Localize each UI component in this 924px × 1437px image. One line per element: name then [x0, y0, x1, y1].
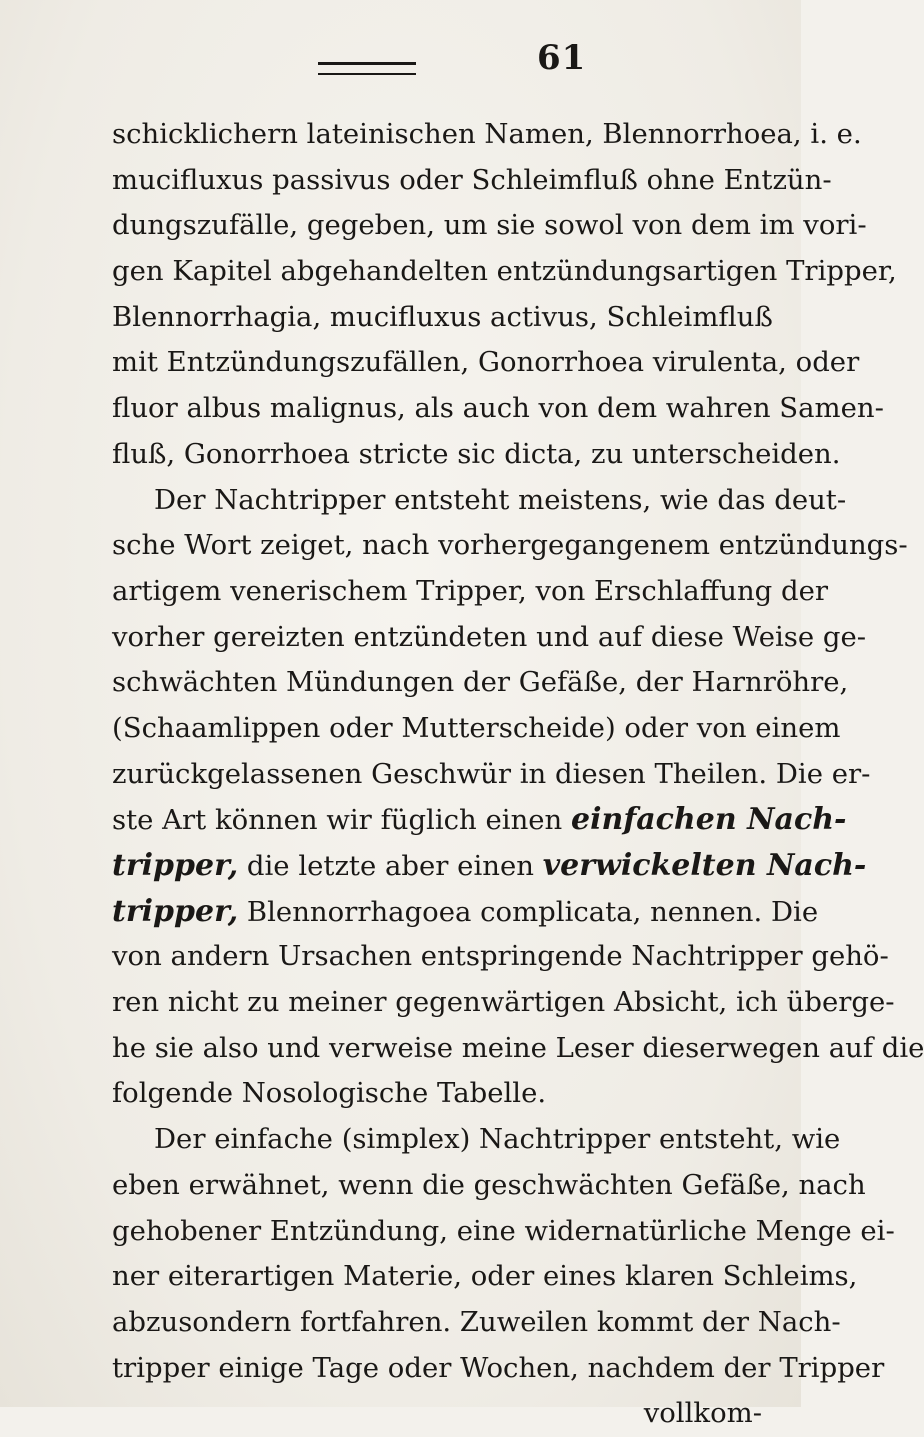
text-line: vorher gereizten entzündeten und auf diese Weise ge- [112, 620, 867, 653]
text-line: folgende Nosologische Tabelle. [112, 1077, 547, 1110]
emphasis-text: einfachen Nach- [571, 802, 847, 838]
text-line [112, 843, 867, 889]
text-line: schwächten Mündungen der Gefäße, der Harnröhre, [112, 666, 849, 699]
text-line: Der einfache (simplex) Nachtripper entsteht, wie [154, 1123, 841, 1156]
text-line: artigem venerischem Tripper, von Erschlaffung der [112, 574, 829, 607]
text-line: gen Kapitel abgehandelten entzündungsartigen Tripper, [112, 255, 897, 288]
text-line: zurückgelassenen Geschwür in diesen Theilen. Die er- [112, 757, 871, 790]
text-line: von andern Ursachen entspringende Nachtripper gehö- [112, 940, 889, 973]
line-text: ste Art können wir füglich einen [112, 804, 563, 837]
line-text: die letzte aber einen [238, 850, 543, 882]
text-line: Blennorrhagia, mucifluxus activus, Schleimfluß [112, 300, 773, 333]
page-number: 61 [537, 38, 587, 78]
line-text: Blennorrhagoea complicata, nennen. Die [238, 895, 819, 928]
text-line: fluß, Gonorrhoea stricte sic dicta, zu unterscheiden. [112, 437, 841, 470]
text-line: sche Wort zeiget, nach vorhergegangenem entzündungs- [112, 529, 908, 562]
text-line: he sie also und verweise meine Leser dieserwegen auf die [112, 1031, 924, 1064]
text-line: gehobener Entzündung, eine widernatürliche Menge ei- [112, 1214, 895, 1247]
text-line: schicklichern lateinischen Namen, Blennorrhoea, i. e. [112, 118, 862, 150]
catchword: vollkom- [643, 1397, 762, 1430]
header-rule [318, 62, 416, 75]
text-line: eben erwähnet, wenn die geschwächten Gefäße, nach [112, 1168, 866, 1201]
text-line: mucifluxus passivus oder Schleimfluß ohne Entzün- [112, 163, 832, 196]
text-line: abzusondern fortfahren. Zuweilen kommt der Nach- [112, 1305, 841, 1338]
text-line: fluor albus malignus, als auch von dem wahren Samen- [112, 392, 884, 425]
body-text [112, 112, 924, 1437]
text-line: ner eiterartigen Materie, oder eines klaren Schleims, [112, 1260, 858, 1293]
text-line: (Schaamlippen oder Mutterscheide) oder von einem [112, 711, 841, 744]
text-line: tripper einige Tage oder Wochen, nachdem der Tripper [112, 1351, 885, 1384]
text-line [112, 889, 819, 935]
text-line [112, 797, 847, 843]
emphasis-text: tripper, [112, 893, 239, 929]
text-line: mit Entzündungszufällen, Gonorrhoea virulenta, oder [112, 346, 860, 379]
text-line: ren nicht zu meiner gegenwärtigen Absicht, ich überge- [112, 986, 895, 1019]
text-line: Der Nachtripper entsteht meistens, wie das deut- [154, 483, 847, 516]
emphasis-text: verwickelten Nach- [542, 848, 867, 883]
text-line: dungszufälle, gegeben, um sie sowol von dem im vori- [112, 209, 867, 242]
emphasis-text: tripper, [112, 848, 239, 883]
